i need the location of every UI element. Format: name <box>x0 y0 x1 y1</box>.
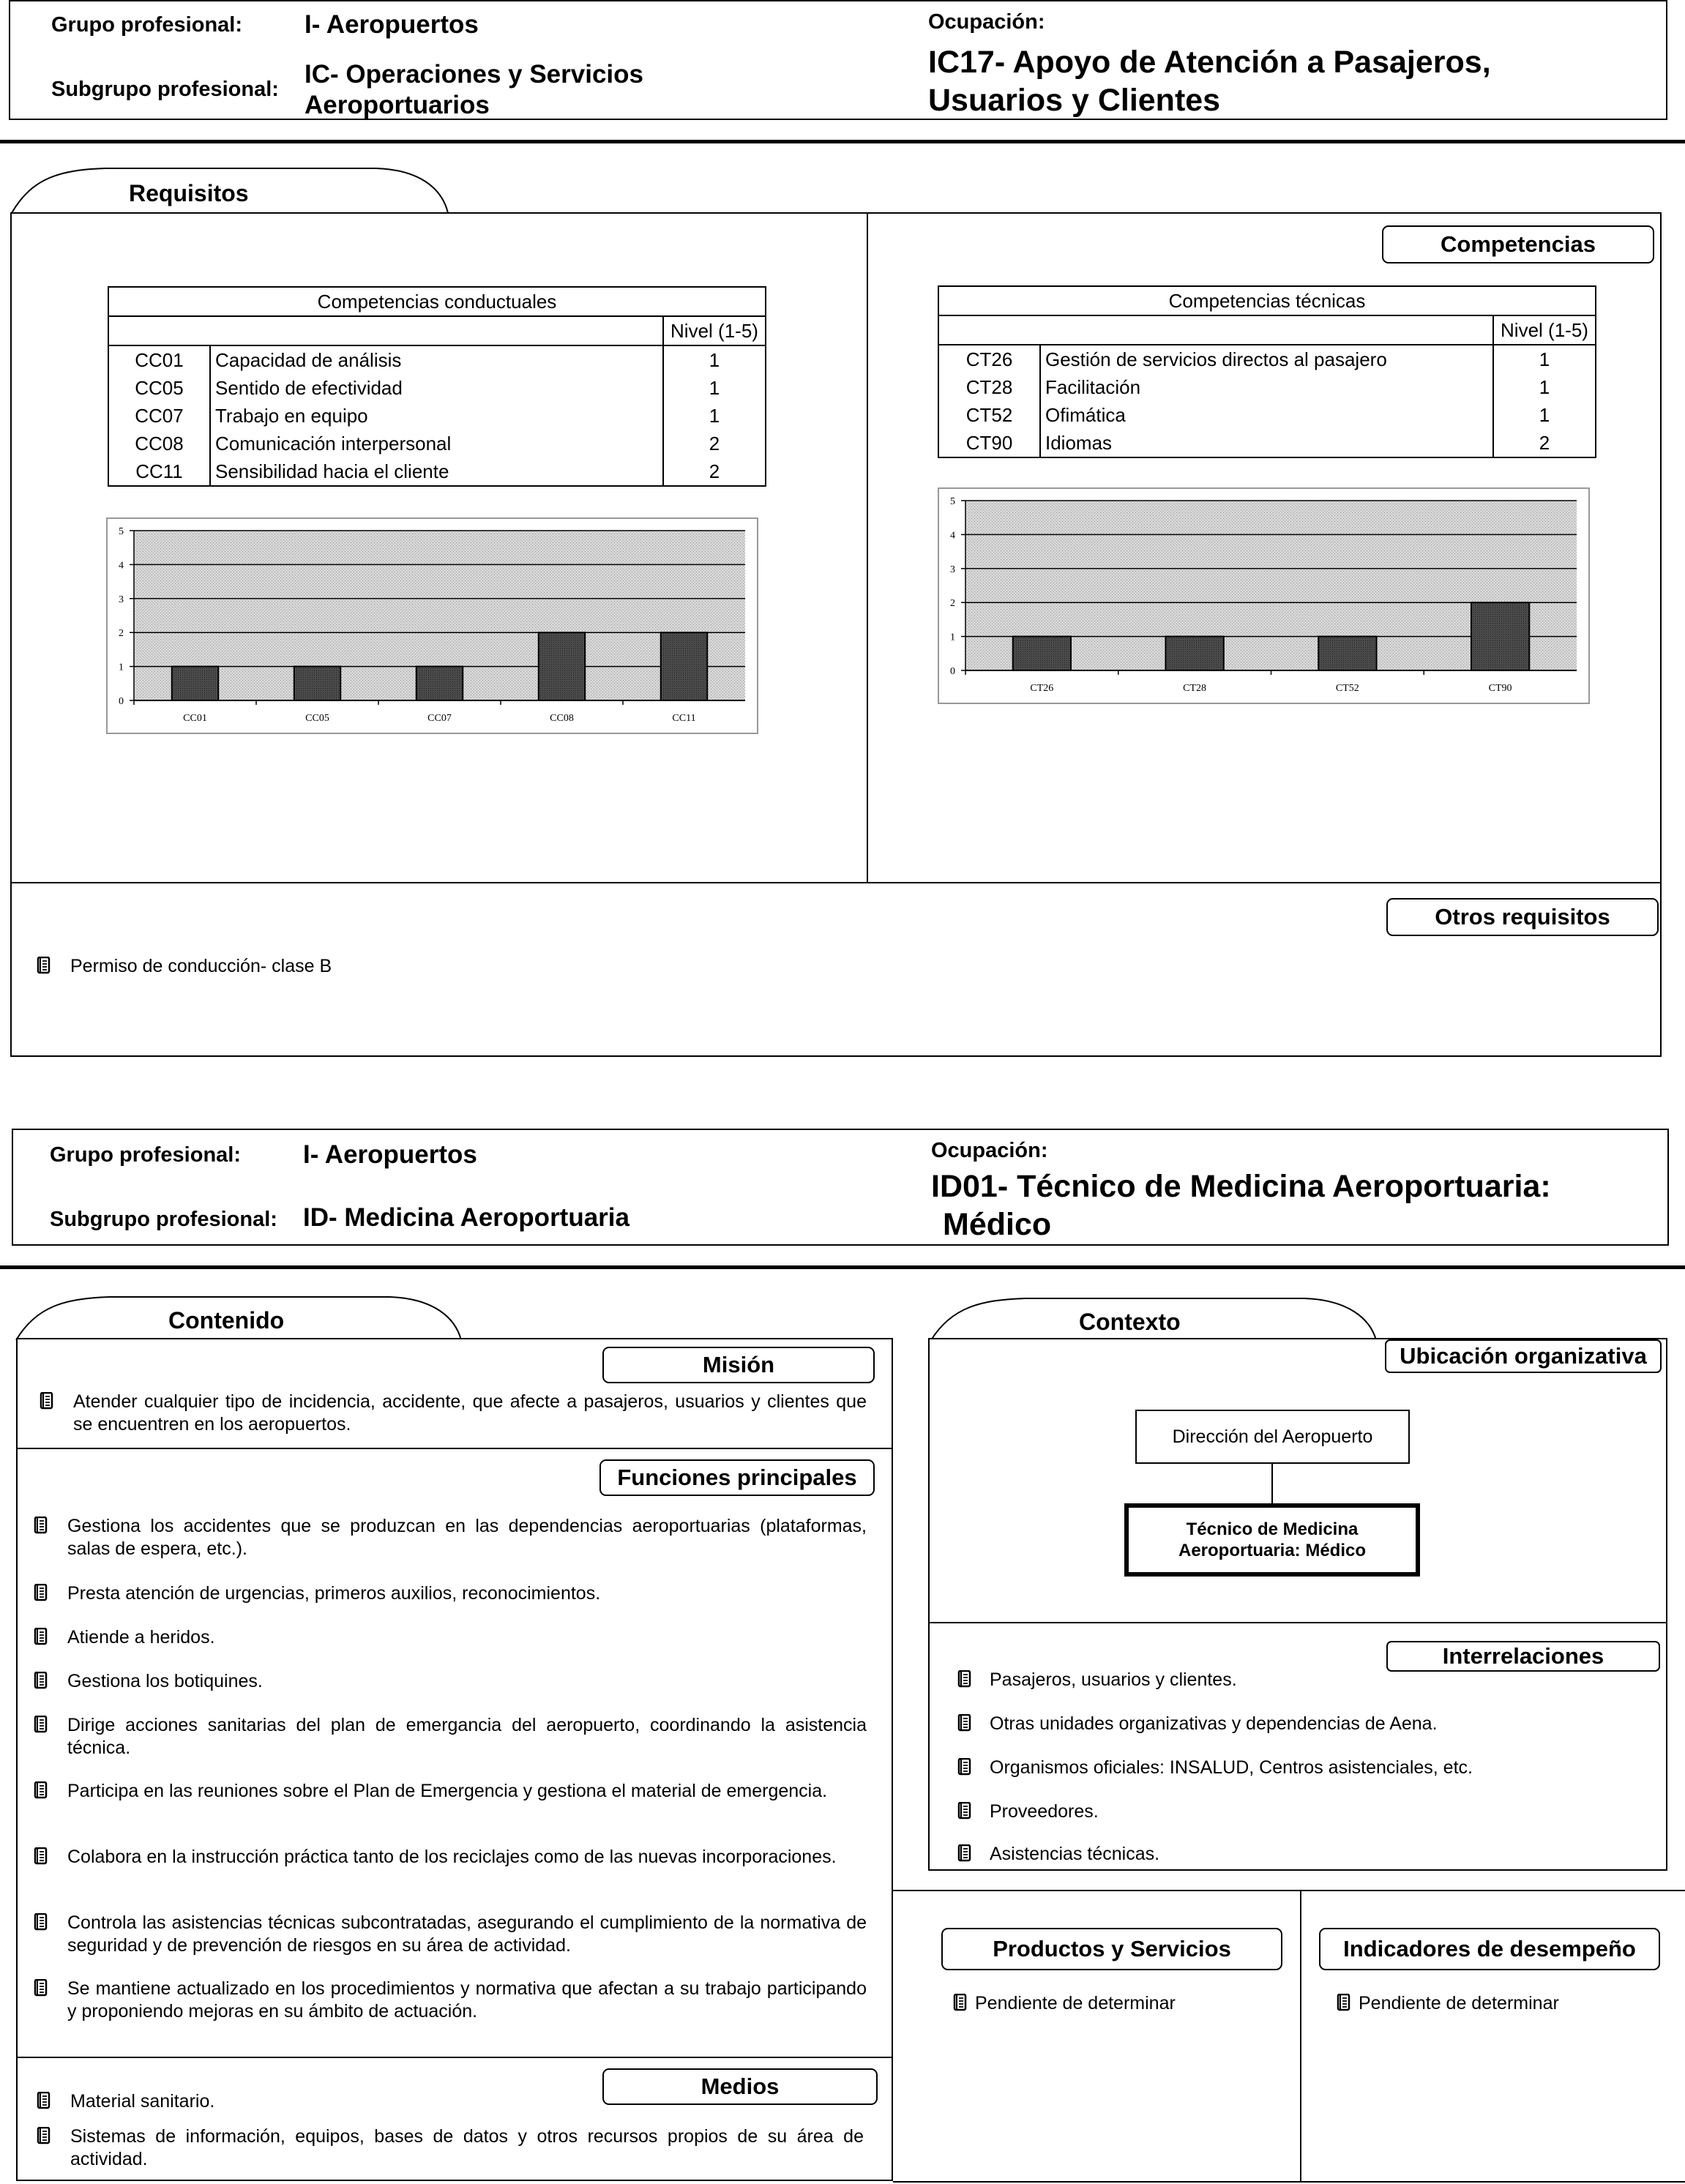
funcion-item: Participa en las reuniones sobre el Plan de Emergencia y gestiona el material de emergencia. <box>34 1780 867 1803</box>
subgrupo-label: Subgrupo profesional: <box>51 78 279 101</box>
indicadores-item: Pendiente de determinar <box>1337 1992 1644 2015</box>
tecnicas-table <box>938 285 1596 458</box>
x-tick-label: CT26 <box>1030 683 1054 694</box>
x-tick-label: CC11 <box>672 713 696 724</box>
y-tick-label: 3 <box>950 564 955 575</box>
y-tick-label: 2 <box>119 628 124 640</box>
x-tick-label: CC08 <box>550 713 574 724</box>
bar-cc05 <box>294 667 340 700</box>
org-parent-label: Dirección del Aeropuerto <box>1172 1426 1373 1447</box>
ocupacion-label-2: Ocupación: <box>931 1139 1048 1162</box>
contenido-tab: Contenido <box>168 1307 285 1334</box>
funcion-item: Se mantiene actualizado en los procedimientos y normativa que afectan a su trabajo participando y proponiendo mejoras en su ámbito de actuación. <box>34 1978 867 2023</box>
ct-name: Facilitación <box>1040 373 1493 401</box>
ocupacion-line2: Usuarios y Clientes <box>928 83 1221 118</box>
funcion-item: Dirige acciones sanitarias del plan de emergancia del aeropuerto, coordinando la asistencia técnica. <box>34 1714 867 1759</box>
y-tick-label: 4 <box>119 560 124 572</box>
cc-name: Comunicación interpersonal <box>210 430 663 457</box>
tecnicas-chart-frame <box>938 487 1590 704</box>
requisitos-tab: Requisitos <box>129 180 249 206</box>
conductuales-title: Competencias conductuales <box>108 287 766 316</box>
requisitos-divider-horizontal <box>10 882 1662 883</box>
conductuales-table <box>108 286 766 487</box>
bullet-icon <box>37 2127 51 2144</box>
indicadores-desempeno-pill: Indicadores de desempeño <box>1319 1928 1660 1970</box>
cc-code: CC08 <box>108 430 210 457</box>
bar-ct90 <box>1471 602 1529 670</box>
ct-code: CT26 <box>938 345 1040 373</box>
x-tick-label: CC07 <box>427 713 452 724</box>
cc-code: CC01 <box>108 345 210 374</box>
contexto-tab: Contexto <box>1079 1309 1181 1335</box>
bullet-icon <box>957 1844 972 1862</box>
bar-ct28 <box>1165 637 1223 670</box>
y-tick-label: 2 <box>950 598 955 610</box>
medios-item: Material sanitario. <box>37 2090 864 2113</box>
ct-level: 1 <box>1493 345 1596 373</box>
subgrupo-value-line1: IC- Operaciones y Servicios <box>305 60 643 89</box>
interrelacion-item: Proveedores. <box>957 1800 1645 1823</box>
medios-divider <box>16 2057 893 2058</box>
funciones-principales-pill: Funciones principales <box>599 1459 875 1496</box>
bullet-icon <box>37 2092 51 2109</box>
bullet-icon <box>34 1517 48 1534</box>
cc-level: 2 <box>663 457 766 486</box>
bullet-icon <box>34 1913 48 1931</box>
productos-item: Pendiente de determinar <box>953 1992 1275 2015</box>
cc-name: Trabajo en equipo <box>210 402 663 430</box>
ct-code: CT28 <box>938 373 1040 401</box>
ct-level: 2 <box>1493 429 1596 457</box>
cc-level: 1 <box>663 402 766 430</box>
bullet-icon <box>957 1714 972 1732</box>
funcion-item: Presta atención de urgencias, primeros auxilios, reconocimientos. <box>34 1582 867 1605</box>
org-child-line2: Aeroportuaria: Médico <box>1178 1541 1367 1560</box>
cc-code: CC07 <box>108 402 210 430</box>
requisitos-divider-vertical <box>867 212 868 883</box>
conductuales-chart-frame <box>106 517 758 734</box>
org-child-box <box>1124 1503 1420 1577</box>
y-tick-label: 0 <box>950 666 955 677</box>
bullet-icon <box>34 1847 48 1865</box>
grupo-value-2: I- Aeropuertos <box>303 1140 477 1169</box>
y-tick-label: 1 <box>119 662 124 673</box>
productos-servicios-pill: Productos y Servicios <box>941 1928 1282 1970</box>
org-child-line1: Técnico de Medicina <box>1186 1519 1359 1539</box>
ocupacion-2-line2: Médico <box>943 1207 1052 1242</box>
subgrupo-label-2: Subgrupo profesional: <box>50 1208 277 1231</box>
interrelacion-item: Pasajeros, usuarios y clientes. <box>957 1669 1645 1691</box>
x-tick-label: CT52 <box>1335 683 1359 694</box>
funcion-item: Atiende a heridos. <box>34 1626 867 1649</box>
ct-code: CT90 <box>938 429 1040 457</box>
funcion-item: Gestiona los accidentes que se produzcan en las dependencias aeroportuarias (plataformas, salas de espera, etc.). <box>34 1515 867 1560</box>
grupo-label: Grupo profesional: <box>51 13 242 37</box>
x-tick-label: CC05 <box>305 713 329 724</box>
subgrupo-value-2: ID- Medicina Aeroportuaria <box>303 1203 629 1232</box>
bullet-icon <box>957 1758 972 1776</box>
grupo-label-2: Grupo profesional: <box>50 1143 241 1167</box>
ocupacion-line1: IC17- Apoyo de Atención a Pasajeros, <box>928 45 1491 80</box>
sheet1-header-box <box>9 0 1667 120</box>
y-tick-label: 0 <box>119 696 124 707</box>
cc-level: 2 <box>663 430 766 457</box>
competencias-pill: Competencias <box>1382 225 1654 263</box>
bullet-icon <box>1337 1994 1351 2011</box>
cc-code: CC05 <box>108 374 210 402</box>
ct-level: 1 <box>1493 401 1596 429</box>
y-tick-label: 5 <box>950 496 955 507</box>
mision-divider <box>16 1448 893 1449</box>
subgrupo-value-line2: Aeroportuarios <box>305 91 490 119</box>
bar-cc07 <box>416 667 463 700</box>
ct-name: Ofimática <box>1040 401 1493 429</box>
bullet-icon <box>34 1979 48 1997</box>
funcion-item: Controla las asistencias técnicas subcontratadas, asegurando el cumplimiento de la normativa de seguridad y de prevención de riesgos en su área de actividad. <box>34 1912 867 1957</box>
bullet-icon <box>957 1670 972 1688</box>
interrelacion-item: Organismos oficiales: INSALUD, Centros asistenciales, etc. <box>957 1757 1645 1779</box>
cc-level: 1 <box>663 345 766 374</box>
cc-level: 1 <box>663 374 766 402</box>
org-parent-box <box>1135 1410 1410 1464</box>
bar-cc08 <box>539 632 585 700</box>
sheet2-header-box <box>12 1129 1669 1246</box>
grupo-value: I- Aeropuertos <box>305 10 479 39</box>
conductuales-chart <box>108 519 757 733</box>
otros-requisitos-pill: Otros requisitos <box>1386 898 1659 936</box>
bullet-icon <box>953 1994 968 2011</box>
ubicacion-organizativa-pill: Ubicación organizativa <box>1385 1339 1662 1373</box>
tecnicas-title: Competencias técnicas <box>938 286 1596 315</box>
ct-name: Idiomas <box>1040 429 1493 457</box>
ubicacion-divider <box>928 1622 1667 1623</box>
interrelacion-item: Otras unidades organizativas y dependencias de Aena. <box>957 1713 1645 1735</box>
tecnicas-level-header: Nivel (1-5) <box>1493 315 1596 345</box>
bullet-icon <box>34 1781 48 1799</box>
interrelacion-item: Asistencias técnicas. <box>957 1843 1645 1866</box>
medios-pill: Medios <box>602 2068 878 2105</box>
conductuales-level-header: Nivel (1-5) <box>663 316 766 345</box>
interrelaciones-pill: Interrelaciones <box>1386 1641 1660 1672</box>
ct-level: 1 <box>1493 373 1596 401</box>
ocupacion-label: Ocupación: <box>928 10 1045 34</box>
funcion-item: Colabora en la instrucción práctica tanto de los reciclajes como de las nuevas incorporaciones. <box>34 1846 867 1869</box>
header-rule-2 <box>0 1265 1685 1269</box>
mision-item: Atender cualquier tipo de incidencia, accidente, que afecte a pasajeros, usuarios y clientes que se encuentren en los aeropuertos. <box>40 1391 867 1436</box>
bullet-icon <box>34 1672 48 1689</box>
mision-pill: Misión <box>602 1347 875 1383</box>
y-tick-label: 3 <box>119 594 124 605</box>
bullet-icon <box>34 1584 48 1601</box>
y-tick-label: 5 <box>119 526 124 537</box>
bullet-icon <box>34 1628 48 1645</box>
y-tick-label: 1 <box>950 632 955 643</box>
ct-name: Gestión de servicios directos al pasajero <box>1040 345 1493 373</box>
bar-ct52 <box>1318 637 1376 670</box>
bar-cc01 <box>172 667 218 700</box>
medios-item: Sistemas de información, equipos, bases de datos y otros recursos propios de su área de actividad. <box>37 2125 864 2171</box>
tecnicas-chart <box>939 489 1588 703</box>
otros-item: Permiso de conducción- clase B <box>37 955 842 978</box>
cc-code: CC11 <box>108 457 210 486</box>
funcion-item: Gestiona los botiquines. <box>34 1670 867 1693</box>
x-tick-label: CT28 <box>1183 683 1207 694</box>
bullet-icon <box>957 1802 972 1820</box>
ocupacion-2-line1: ID01- Técnico de Medicina Aeroportuaria: <box>931 1169 1551 1204</box>
bar-cc11 <box>661 632 707 700</box>
cc-name: Sentido de efectividad <box>210 374 663 402</box>
x-tick-label: CC01 <box>183 713 207 724</box>
header-rule <box>0 140 1685 143</box>
cc-name: Capacidad de análisis <box>210 345 663 374</box>
y-tick-label: 4 <box>950 530 955 542</box>
x-tick-label: CT90 <box>1488 683 1512 694</box>
bullet-icon <box>40 1392 54 1410</box>
ct-code: CT52 <box>938 401 1040 429</box>
bullet-icon <box>34 1716 48 1733</box>
bar-ct26 <box>1013 637 1071 670</box>
org-connector <box>1271 1464 1273 1505</box>
cc-name: Sensibilidad hacia el cliente <box>210 457 663 486</box>
bullet-icon <box>37 957 51 974</box>
